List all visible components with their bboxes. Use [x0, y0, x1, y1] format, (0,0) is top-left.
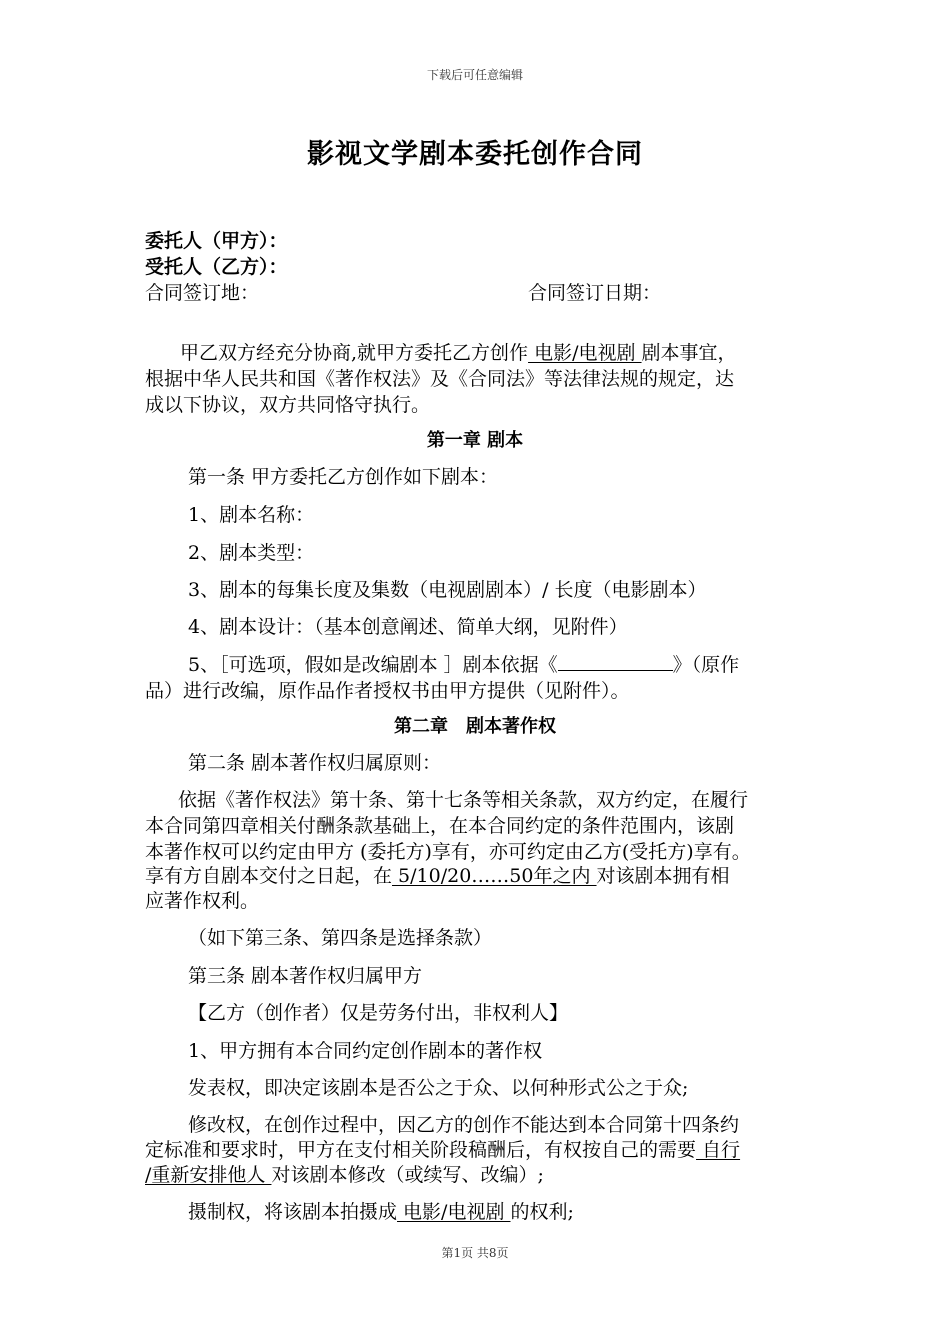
item-5-text: 》（原作: [672, 654, 740, 676]
page-footer: 第1页 共8页: [441, 1246, 509, 1260]
sign-place-label: 合同签订地：: [145, 282, 260, 304]
party-a-label: 委托人（甲方）：: [145, 230, 288, 252]
article-3: 第三条 剧本著作权归属甲方: [188, 965, 423, 987]
shoot-text: 的权利;: [510, 1201, 574, 1223]
article-2: 第二条 剧本著作权归属原则：: [188, 752, 442, 774]
item-5-line-2: 品）进行改编，原作品作者授权书由甲方提供（见附件）。: [145, 680, 630, 702]
modify-line-2: [145, 1135, 740, 1162]
item-3: 3、剧本的每集长度及集数（电视剧剧本）/ 长度（电影剧本）: [188, 579, 707, 601]
chapter-1-heading: 第一章 剧本: [426, 430, 524, 451]
modify-line-3: [145, 1160, 544, 1187]
intro-line-1: [180, 338, 737, 365]
item-5-text: 5、［可选项，假如是改编剧本 ］剧本依据《: [188, 654, 558, 676]
chapter-2-heading: 第二章 剧本著作权: [394, 716, 556, 737]
selection-note: （如下第三条、第四条是选择条款）: [188, 927, 493, 949]
shoot-text: 摄制权，将该剧本拍摄成: [188, 1201, 398, 1223]
party-b-label: 受托人（乙方）：: [145, 256, 288, 278]
para-2-line-1: 依据《著作权法》第十条、第十七条等相关条款，双方约定，在履行: [178, 789, 749, 811]
modify-line-1: 修改权，在创作过程中，因乙方的创作不能达到本合同第十四条约: [188, 1114, 740, 1136]
modify-text: 定标准和要求时，甲方在支付相关阶段稿酬后，有权按自己的需要: [145, 1139, 697, 1161]
document-title: 影视文学剧本委托创作合同: [307, 139, 643, 170]
term-years-blank: 5/10/20……50年之内: [392, 865, 597, 887]
publish-right: 发表权，即决定该剧本是否公之于众、以何种形式公之于众;: [188, 1077, 689, 1099]
shoot-blank: 电影/电视剧: [397, 1201, 511, 1223]
intro-line-3: 成以下协议，双方共同恪守执行。: [145, 394, 431, 416]
intro-blank-genre: 电影/电视剧: [528, 342, 642, 364]
item-1: 1、剧本名称：: [188, 504, 315, 526]
intro-line-2: 根据中华人民共和国《著作权法》及《合同法》等法律法规的规定，达: [145, 368, 735, 390]
para-2-line-3: 本著作权可以约定由甲方 (委托方)享有，亦可约定由乙方(受托方)享有。: [145, 841, 751, 863]
labor-note: 【乙方（创作者）仅是劳务付出，非权利人】: [188, 1002, 569, 1024]
modify-blank-1: 自行: [696, 1139, 741, 1161]
right-1: 1、甲方拥有本合同约定创作剧本的著作权: [188, 1040, 543, 1062]
original-work-blank: [558, 656, 673, 671]
para-2-line-5: 应著作权利。: [145, 890, 260, 912]
item-5-line-1: [188, 650, 739, 677]
para-2-line-4: [145, 861, 730, 888]
para-2-line-2: 本合同第四章相关付酬条款基础上，在本合同约定的条件范围内，该剧: [145, 815, 735, 837]
page-header: 下载后可任意编辑: [426, 68, 523, 82]
item-2: 2、剧本类型：: [188, 542, 315, 564]
intro-text: 剧本事宜，: [641, 342, 737, 364]
para-2-text: 享有方自剧本交付之日起，在: [145, 865, 393, 887]
shoot-right: [188, 1197, 574, 1224]
sign-date-label: 合同签订日期：: [528, 282, 662, 304]
intro-text: 甲乙双方经充分协商,就甲方委托乙方创作: [180, 342, 529, 364]
modify-text: 对该剧本修改（或续写、改编）;: [271, 1164, 544, 1186]
modify-blank-2: /重新安排他人: [145, 1164, 272, 1186]
item-4: 4、剧本设计：（基本创意阐述、简单大纲，见附件）: [188, 616, 628, 638]
para-2-text: 对该剧本拥有相: [596, 865, 730, 887]
article-1: 第一条 甲方委托乙方创作如下剧本：: [188, 466, 499, 488]
